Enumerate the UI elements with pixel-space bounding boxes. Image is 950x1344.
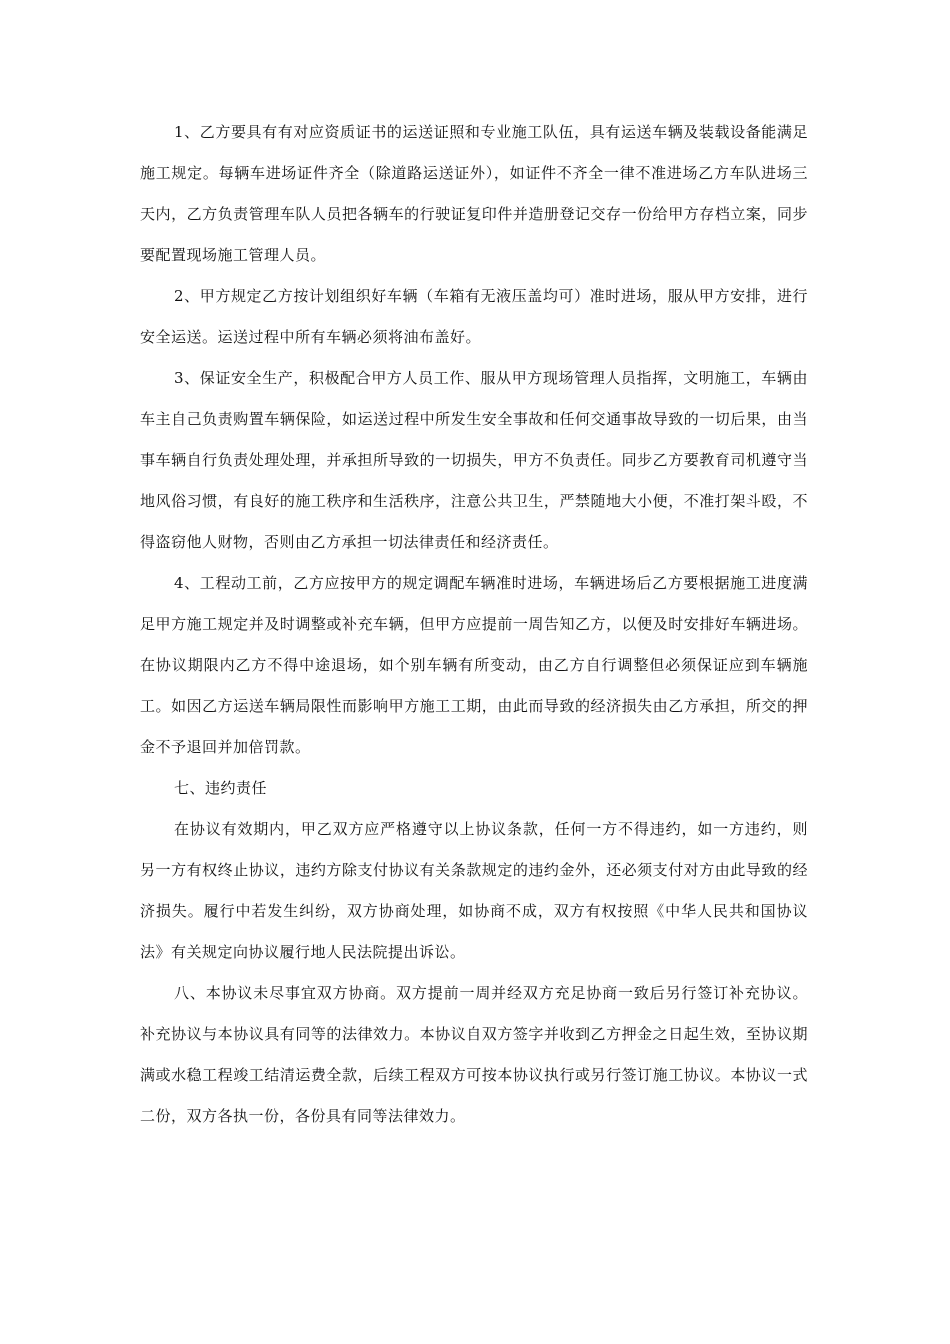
clause-1-paragraph: 1、乙方要具有有对应资质证书的运送证照和专业施工队伍，具有运送车辆及装载设备能满足施工规定。每辆车进场证件齐全（除道路运送证外），如证件不齐全一律不准进场乙方车队进场三天内，乙方负责管理车队人员把各辆车的行驶证复印件并造册登记交存一份给甲方存档立案，同步要配置现场施工管理人员。: [140, 123, 808, 264]
clause-2-paragraph: 2、甲方规定乙方按计划组织好车辆（车箱有无液压盖均可）准时进场，服从甲方安排，进行安全运送。运送过程中所有车辆必须将油布盖好。: [140, 287, 808, 346]
section-8-paragraph: 八、本协议未尽事宜双方协商。双方提前一周并经双方充足协商一致后另行签订补充协议。补充协议与本协议具有同等的法律效力。本协议自双方签字并收到乙方押金之日起生效，至协议期满或水稳工程竣工结清运费全款，后续工程双方可按本协议执行或另行签订施工协议。本协议一式二份，双方各执一份，各份具有同等法律效力。: [140, 984, 808, 1125]
clause-3-paragraph: 3、保证安全生产，积极配合甲方人员工作、服从甲方现场管理人员指挥，文明施工，车辆由车主自己负责购置车辆保险，如运送过程中所发生安全事故和任何交通事故导致的一切后果，由当事车辆自行负责处理处理，并承担所导致的一切损失，甲方不负责任。同步乙方要教育司机遵守当地风俗习惯，有良好的施工秩序和生活秩序，注意公共卫生，严禁随地大小便，不准打架斗殴，不得盗窃他人财物，否则由乙方承担一切法律责任和经济责任。: [140, 369, 808, 551]
section-7-paragraph: 在协议有效期内，甲乙双方应严格遵守以上协议条款，任何一方不得违约，如一方违约，则另一方有权终止协议，违约方除支付协议有关条款规定的违约金外，还必须支付对方由此导致的经济损失。履行中若发生纠纷，双方协商处理，如协商不成，双方有权按照《中华人民共和国协议法》有关规定向协议履行地人民法院提出诉讼。: [140, 820, 808, 961]
document-body: [140, 112, 808, 1137]
clause-4-paragraph: 4、工程动工前，乙方应按甲方的规定调配车辆准时进场，车辆进场后乙方要根据施工进度满足甲方施工规定并及时调整或补充车辆，但甲方应提前一周告知乙方，以便及时安排好车辆进场。在协议期限内乙方不得中途退场，如个别车辆有所变动，由乙方自行调整但必须保证应到车辆施工。如因乙方运送车辆局限性而影响甲方施工工期，由此而导致的经济损失由乙方承担，所交的押金不予退回并加倍罚款。: [140, 574, 808, 756]
section-7-heading: 七、违约责任: [174, 779, 268, 797]
